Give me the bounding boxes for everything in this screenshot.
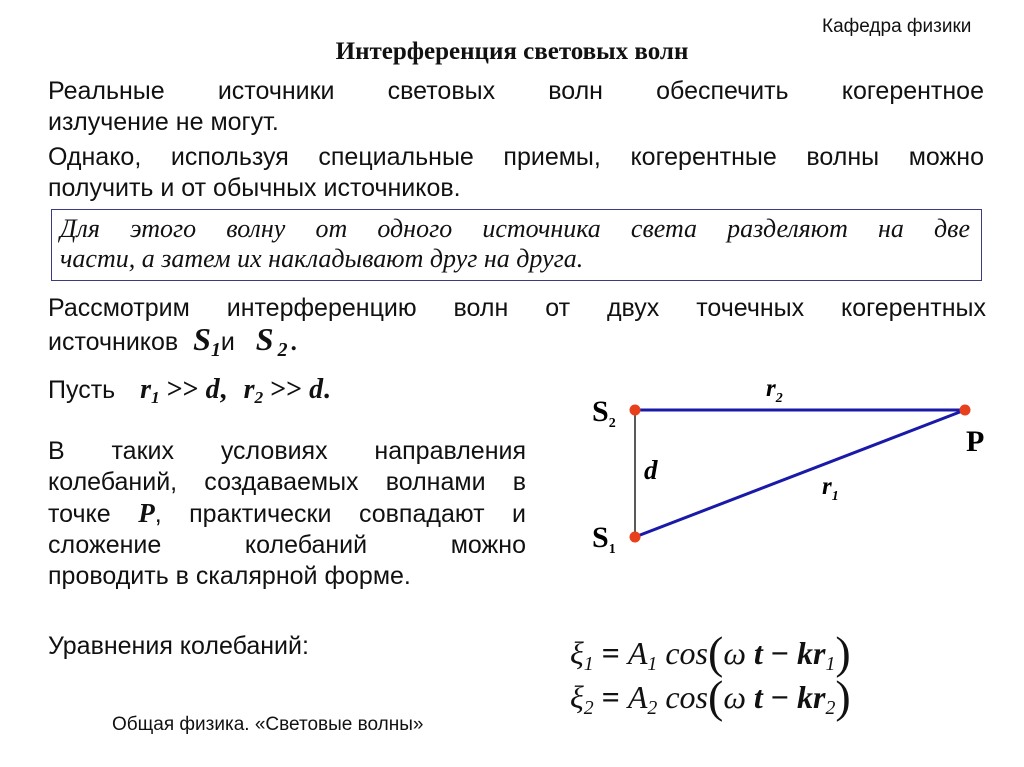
paragraph-however xyxy=(48,142,984,204)
interference-diagram xyxy=(560,360,1010,580)
source-s2-point xyxy=(630,405,641,416)
paragraph-conditions xyxy=(48,436,526,592)
paragraph-line: колебаний, создаваемых волнами в xyxy=(48,468,526,496)
equations-label: Уравнения колебаний: xyxy=(48,632,309,660)
page-title: Интерференция световых волн xyxy=(335,38,689,65)
department-label: Кафедра физики xyxy=(822,16,972,37)
condition-prefix: Пусть xyxy=(48,376,116,404)
highlight-line: Для этого волну от одного источника света разделяют на две xyxy=(60,214,970,243)
sources-prefix: источников xyxy=(48,328,179,356)
condition-r1: $r_1 >> d$, xyxy=(140,374,227,408)
condition-line xyxy=(48,374,330,413)
paragraph-line: проводить в скалярной форме. xyxy=(48,562,411,590)
label-r1: $r_1$ xyxy=(822,473,839,504)
equation-xi2: $\xi_2 = A_2$ cos(ω $t - kr_2$) xyxy=(570,671,851,722)
paragraph-line: Однако, используя специальные приемы, когерентные волны можно xyxy=(48,143,984,171)
label-d: d xyxy=(644,455,658,485)
paragraph-line: получить и от обычных источников. xyxy=(48,174,461,202)
paragraph-consider xyxy=(48,293,986,324)
label-s2: $S_2$ xyxy=(592,395,616,431)
paragraph-line: Рассмотрим интерференцию волн от двух точечных когерентных xyxy=(48,294,986,322)
paragraph-sources-line: источников $S_1и$ S $_2$ . xyxy=(48,321,298,361)
paragraph-line: излучение не могут. xyxy=(48,108,279,136)
label-r2: $r_2$ xyxy=(766,375,783,406)
paragraph-real-sources xyxy=(48,76,984,138)
ray-r1-line xyxy=(635,410,965,537)
and-word: и xyxy=(220,328,235,356)
highlight-text xyxy=(60,214,970,274)
paragraph-line: Реальные источники световых волн обеспечить когерентное xyxy=(48,77,984,105)
label-p: P xyxy=(966,425,985,458)
condition-r2: $r_2 >> d$. xyxy=(243,374,331,408)
source-s1-point xyxy=(630,532,641,543)
label-s1: $S_1$ xyxy=(592,521,616,557)
source-s1: $S_1$ xyxy=(193,321,221,361)
footer-caption: Общая физика. «Световые волны» xyxy=(112,714,424,735)
paragraph-line: точке P, практически совпадают и xyxy=(48,498,526,528)
point-p xyxy=(960,405,971,416)
highlight-line: части, а затем их накладывают друг на друга. xyxy=(60,244,584,273)
paragraph-line: В таких условиях направления xyxy=(48,437,526,465)
paragraph-line: сложение колебаний можно xyxy=(48,531,526,559)
equation-xi1: $\xi_1 = A_1$ cos(ω $t - kr_1$) xyxy=(570,627,851,678)
source-s2: S $_2$ xyxy=(255,321,288,361)
